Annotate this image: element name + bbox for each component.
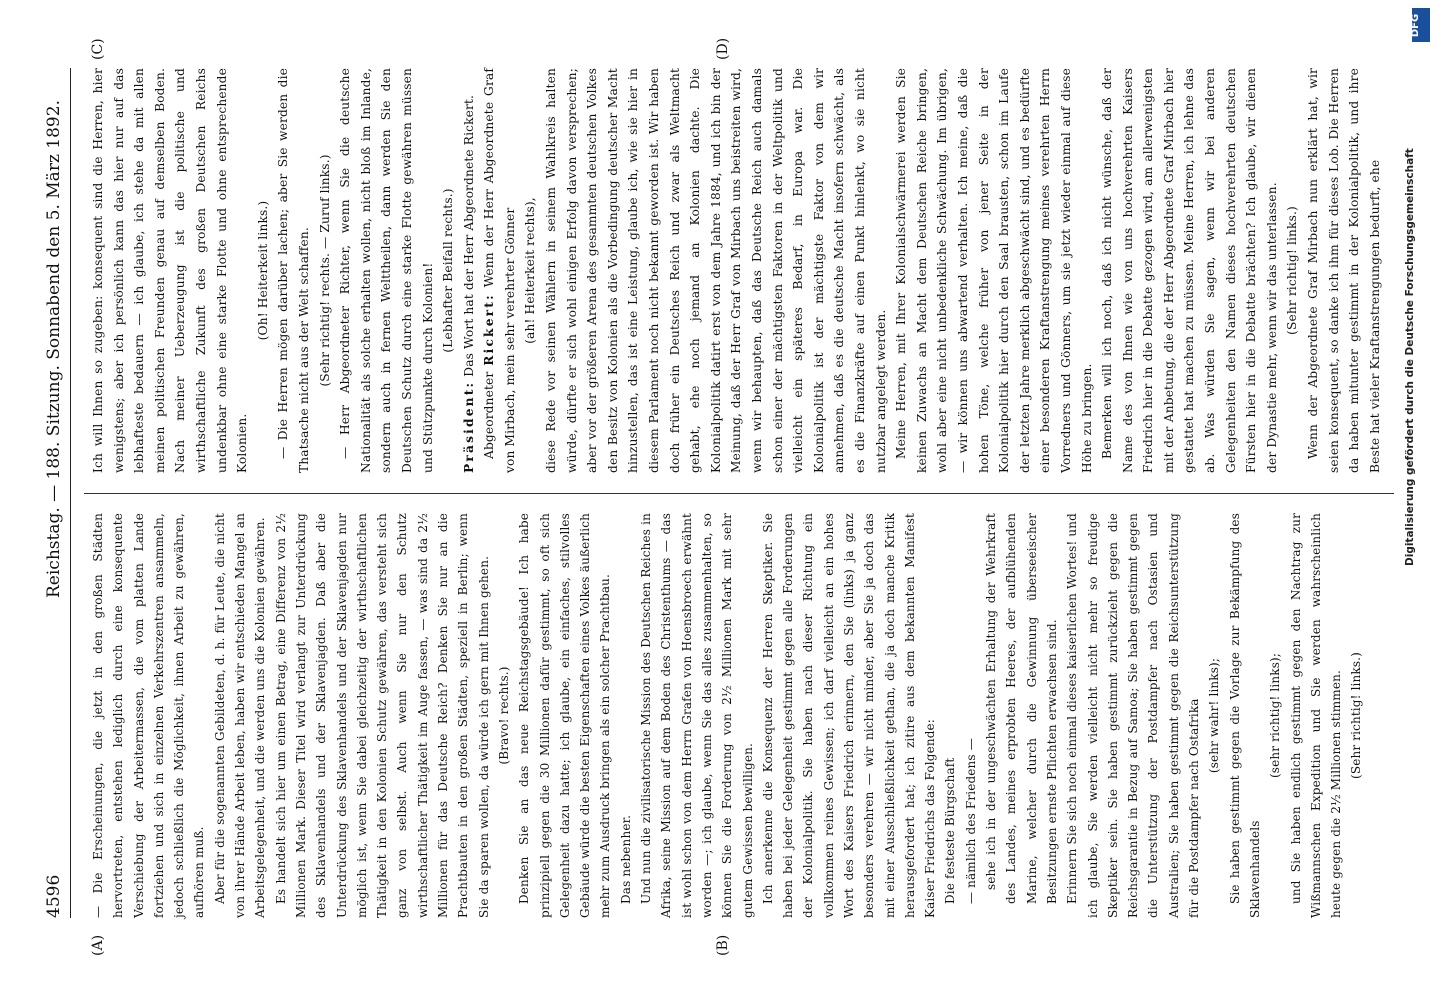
paragraph: Das nebenher.: [618, 814, 633, 904]
interjection: (Sehr richtig! links.): [1285, 206, 1300, 335]
paragraph: Wenn der Abgeordnete Graf Mirbach nun erklärt hat, wir seien konsequent, so danke ich ihm für dieses Lob. Die Herren da haben mitunter gestimmt in der Kolonialpolitik, und ihre Beste hat vieler Kraftanstrengungen bedurft, ehe: [1306, 68, 1382, 473]
speaker-text: Das Wort hat der Herr Abgeordnete Rickert.: [461, 94, 476, 377]
page-header: [40, 68, 71, 918]
paragraph: Denken Sie an das neue Reichstagsgebäude! Ich habe prinzipiell gegen die 30 Millionen dafür gestimmt, so oft sich Gelegenheit dazu hatte; ich glaube, ein einfaches, stilvolles Gebäude würde die besten Eigenschaften eines Volkes äußerlich mehr zum Ausdruck bringen als ein solcher Prachtbau.: [517, 513, 613, 918]
running-title: Reichstag. — 188. Sitzung. Sonnabend den 5. März 1892.: [44, 100, 64, 598]
speaker-turn: [459, 68, 480, 473]
speaker-name: Rickert:: [482, 293, 497, 366]
paragraph: Aber für die sogenannten Gebildeten, d. h. für Leute, die nicht von ihrer Hände Arbeit leben, haben wir entschieden Mangel an Arbeitsgelegenheit, und die werden uns die Kolonien gewähren.: [212, 513, 268, 918]
right-column: [88, 68, 1385, 473]
interjection: (sehr richtig! links);: [1268, 652, 1283, 779]
paragraph: und Sie haben endlich gestimmt gegen den Nachtrag zur Wißmannschen Expedition und Sie werden wahrscheinlich heute gegen die 2½ Millionen stimmen.: [1288, 513, 1344, 918]
speaker-label: Präsident:: [461, 380, 476, 473]
interjection: (Lebhafter Beifall rechts.): [441, 188, 456, 353]
paragraph: — Die Erscheinungen, die jetzt in den großen Städten hervortreten, entstehen lediglich durch eine konsequente Verschiebung der Arbeitermassen, die vom platten Lande fortziehen und sich in einzelnen Verkehrszentren ansammeln, jedoch schließlich die Möglichkeit, ihnen Arbeit zu gewähren, aufhören muß.: [91, 513, 207, 918]
quote-line: Die festeste Bürgschaft: [943, 757, 958, 904]
interjection: (ah! Heiterkeit rechts),: [523, 197, 538, 344]
paragraph: Bemerken will ich noch, daß ich nicht wünsche, daß der Name des von Ihnen wie von uns hochverehrten Kaisers Friedrich hier in die Debatte gezogen wird, am allerwenigsten mit der Anbetung, die der Herr Abgeordnete Graf Mirbach hier gestattet hat machen zu müssen. Meine Herren, ich lehne das ab. Was würden Sie sagen, wenn wir bei anderen Gelegenheiten den Namen dieses hochverehrten deutschen Fürsten hier in die Debatte brächten? Ich glaube, wir dienen der Dynastie mehr, wenn wir das unterlassen.: [1100, 68, 1279, 473]
interjection: (Bravo! rechts.): [496, 666, 511, 765]
quote-line: sehe ich in der ungeschwächten Erhaltung der Wehrkraft des Landes, meines erprobten Heeres, der aufblühenden Marine, welcher durch die Gewinnung überseeischer Besitzungen ernste Pflichten erwachsen sind.: [984, 513, 1059, 904]
speaker-prefix: Abgeordneter: [482, 371, 497, 459]
margin-marker-d: (D): [715, 37, 731, 60]
paragraph: Ich anerkenne die Konsequenz der Herren Skeptiker. Sie haben bei jeder Gelegenheit gestimmt gegen alle Forderungen der Kolonialpolitik. Sie haben nach dieser Richtung ein vollkommen reines Gewissen; ich darf vielleicht an ein hohes Wort des Kaisers Friedrich erinnern, den Sie (links) ja ganz besonders verehren — wir nicht minder, aber Sie ja doch das mit einer Ausschließlichkeit gethan, die ja doch manche Kritik herausgefordert hat; ich zitire aus dem bekannten Manifest Kaiser Friedrichs das Folgende:: [760, 513, 938, 918]
paragraph: Meine Herren, mit Ihrer Kolonialschwärmerei werden Sie keinen Zuwachs an Macht dem Deutschen Reiche bringen, wohl aber eine nicht unbedenkliche Schwächung. Im übrigen, — wir können uns abwartend verhalten. Ich meine, daß die hohen Töne, welche früher von jener Seite in der Kolonialpolitik hier durch den Saal brausten, schon im Laufe der letzten Jahre merklich abgeschwächt sind, und es bedürfte einer besonderen Kraftanstrengung meines verehrten Herrn Vorredners und Gönners, um sie jetzt wieder einmal auf diese Höhe zu bringen.: [894, 68, 1094, 473]
paragraph: Sie haben gestimmt gegen die Vorlage zur Bekämpfung des Sklavenhandels: [1227, 513, 1262, 918]
paragraph: Und nun die zivilisatorische Mission des Deutschen Reiches in Afrika, seine Mission auf dem Boden des Christenthums — das ist wohl schon von dem Herrn Grafen von Hoensbroech erwähnt worden —; ich glaube, wenn Sie das alles zusammenhalten, so können Sie die Forderung von 2½ Millionen Mark mit sehr gutem Gewissen bewilligen.: [639, 513, 755, 918]
paragraph: — Die Herren mögen darüber lachen; aber Sie werden die Thatsache nicht aus der Welt schaffen.: [276, 68, 311, 473]
margin-marker-a: (A): [90, 934, 106, 956]
margin-marker-b: (B): [715, 934, 731, 956]
paragraph: Erinnern Sie sich noch einmal dieses kaiserlichen Wortes! und ich glaube, Sie werden vielleicht nicht mehr so freudige Skeptiker sein. Sie haben gestimmt zurückzieht gegen die Reichsgarantie in Bezug auf Samoa; Sie haben gestimmt gegen die Unterstützung der Postdampfer nach Ostasien und Australien; Sie haben gestimmt gegen die Reichsunterstützung für die Postdampfer nach Ostafrika: [1065, 513, 1202, 918]
interjection: (Oh! Heiterkeit links.): [255, 200, 270, 341]
credit-text: Digitalisierung gefördert durch die Deutsche Forschungsgemeinschaft: [1404, 148, 1416, 566]
left-column: [88, 513, 1367, 918]
column-divider: [84, 493, 1394, 494]
paragraph: Ich will Ihnen so zugeben: konsequent sind die Herren, hier wenigstens; aber ich persönlich kann das hier nur auf das lebhafteste bedauern — ich glaube, ich stehe da mit allen meinen politischen Freunden genau auf demselben Boden. Nach meiner Ueberzeugung ist die politische und wirthschaftliche Zukunft des großen Deutschen Reichs undenkbar ohne eine starke Flotte und ohne entsprechende Kolonien.: [91, 68, 250, 473]
paragraph: Es handelt sich hier um einen Betrag, eine Differenz von 2½ Millionen Mark. Dieser Titel wird verlangt zur Unterdrückung des Sklavenhandels und der Sklavenjagden. Daß aber die Unterdrückung des Sklavenhandels und der Sklavenjagden nur möglich ist, wenn Sie dabei gleichzeitig der wirthschaftlichen Thätigkeit in den Kolonien Schutz gewähren, das versteht sich ganz von selbst. Auch wenn Sie nur den Schutz wirthschaftlicher Thätigkeit im Auge fassen, — was sind da 2½ Millionen für das Deutsche Reich? Denken Sie nur an die Prachtbauten in den großen Städten, speziell in Berlin; wenn Sie da sparen wollen, da würde ich gern mit Ihnen gehen.: [273, 513, 491, 918]
paragraph: — Herr Abgeordneter Richter, wenn Sie die deutsche Nationalität als solche erhalten wollen, nicht bloß im Inlande, sondern auch in fernen Welttheilen, dann werden Sie den Deutschen Schutz durch eine starke Flotte gewähren müssen und Stützpunkte durch Kolonien!: [338, 68, 435, 473]
speaker-turn: [479, 68, 520, 473]
interjection: (Sehr richtig! rechts. — Zuruf links.): [317, 154, 332, 387]
speaker-text: Wenn der Herr Abgeordnete Graf von Mirbach, mein sehr verehrter Gönner: [482, 68, 517, 473]
interjection: (Sehr richtig! links.): [1349, 652, 1364, 779]
quote-line: — nämlich des Friedens —: [963, 738, 978, 904]
dfg-logo: DFG: [1412, 8, 1430, 42]
margin-marker-c: (C): [90, 38, 106, 60]
interjection: (sehr wahr! links);: [1207, 657, 1222, 774]
page-number: 4596: [44, 874, 64, 918]
paragraph: diese Rede vor seinen Wählern in seinem Wahlkreis halten würde, dürfte er sich wohl einigen Erfolg davon versprechen; aber vor der größeren Arena des gesammten deutschen Volkes den Besitz von Kolonien als die Vorbedingung deutscher Macht hinzustellen, das ist eine Leistung, glaube ich, wie sie hier in diesem Parlament noch nicht bekannt geworden ist. Wir haben doch früher ein Deutsches Reich und zwar als Weltmacht gehabt, ehe noch jemand an Kolonien dachte. Die Kolonialpolitik datirt erst von dem Jahre 1884, und ich bin der Meinung, daß der Herr Graf von Mirbach uns beistreiten wird, wenn wir behaupten, daß das Deutsche Reich auch damals schon einer der mächtigsten Faktoren in der Weltpolitik und vielleicht ein späteres Bedarf, in Europa war. Die Kolonialpolitik ist der mächtigste Faktor von dem wir annehmen, daß es die deutsche Macht insofern schwächt, als es die Finanzkräfte auf einen Punkt hinlenkt, wo sie nicht nutzbar angelegt werden.: [544, 68, 888, 473]
digitization-credit: [1400, 70, 1424, 570]
